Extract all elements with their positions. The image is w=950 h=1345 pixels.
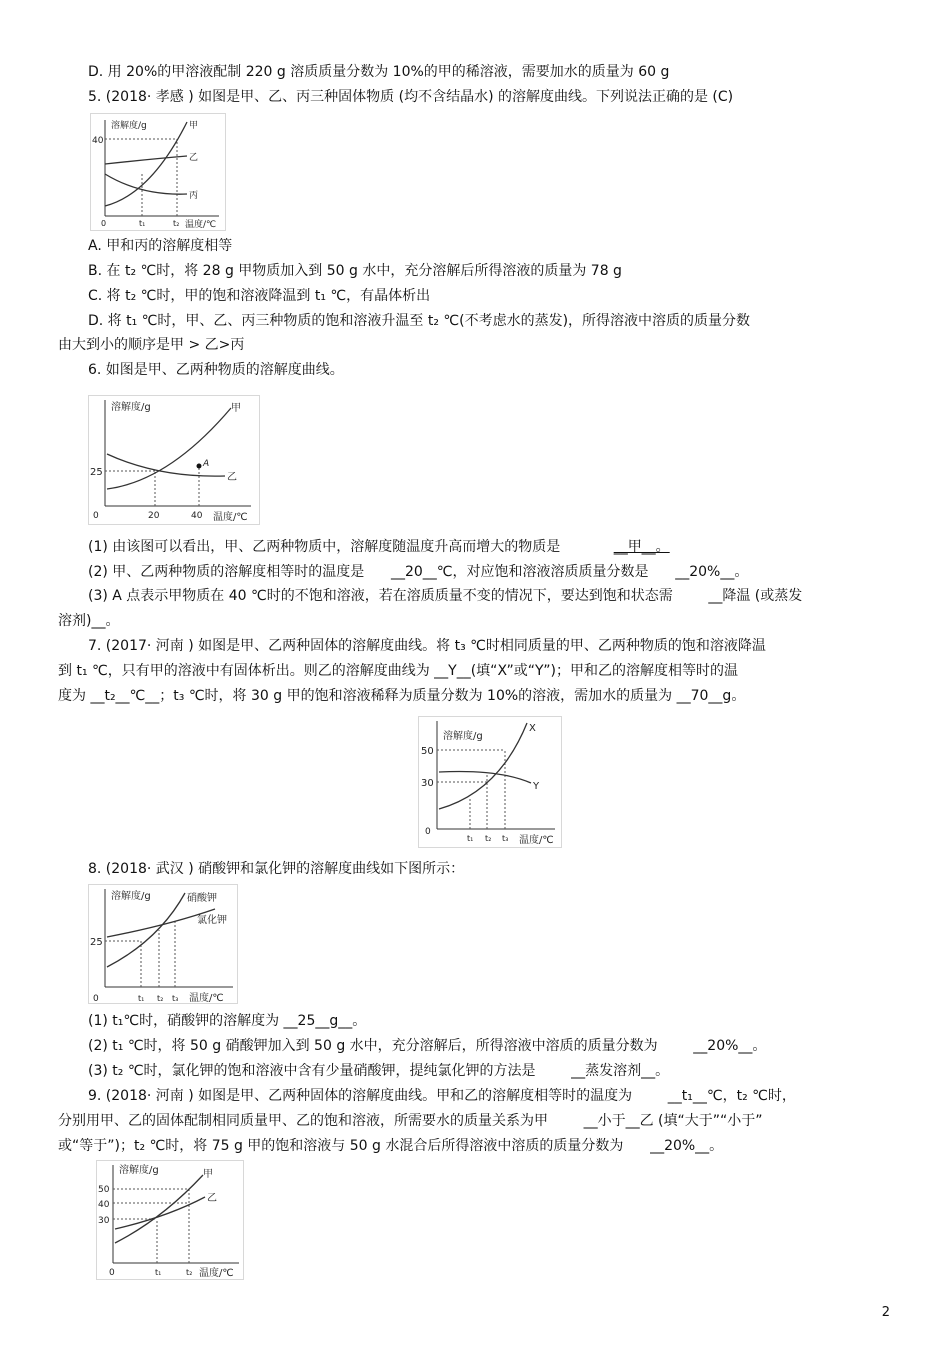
f8-curve-kno3: [107, 893, 185, 967]
f8-t2: t₂: [157, 994, 164, 1003]
f8-t3: t₃: [172, 994, 179, 1003]
f7-t1: t₁: [467, 834, 474, 843]
f7-label-x: X: [529, 723, 536, 734]
f5-curve-jia: [105, 122, 187, 206]
q5-option-c: C. 将 t₂ ℃时，甲的饱和溶液降温到 t₁ ℃，有晶体析出: [88, 288, 431, 304]
f7-xlabel: 温度/℃: [519, 835, 554, 846]
f9-origin: 0: [109, 1268, 115, 1278]
f7-ylabel: 溶解度/g: [443, 731, 483, 742]
q5-option-d: D. 将 t₁ ℃时，甲、乙、丙三种物质的饱和溶液升温至 t₂ ℃(不考虑水的蒸发)，所得溶液中溶质的质量分数: [88, 313, 751, 329]
answer-q9-1: __t₁__℃，t₂ ℃时，: [667, 1088, 796, 1104]
f7-y50: 50: [421, 746, 434, 757]
q9-line1: 9. (2018· 河南 ) 如图是甲、乙两种固体的溶解度曲线。甲和乙的溶解度相等时的温度为 __t₁__℃，t₂ ℃时，: [88, 1088, 796, 1104]
f5-t1: t₁: [139, 219, 146, 228]
f6-origin: 0: [93, 511, 99, 521]
f5-label-jia: 甲: [189, 121, 199, 131]
f5-curve-bing: [105, 174, 187, 194]
f6-y25: 25: [90, 467, 103, 478]
answer-q8-3: __蒸发溶剂__。: [571, 1063, 670, 1079]
page-number: 2: [881, 1305, 890, 1320]
f8-ylabel: 溶解度/g: [111, 891, 151, 902]
f6-label-jia: 甲: [231, 403, 241, 414]
f5-xlabel: 温度/℃: [185, 220, 217, 230]
q5-option-a: A. 甲和丙的溶解度相等: [88, 238, 233, 254]
q8-part1: (1) t₁℃时，硝酸钾的溶解度为 __25__g__。: [88, 1013, 367, 1029]
q6-part2: (2) 甲、乙两种物质的溶解度相等时的温度是 __20__℃，对应饱和溶液溶质质量分数是 __20%__。: [88, 564, 749, 580]
q7-line2: 到 t₁ ℃，只有甲的溶液中有固体析出。则乙的溶解度曲线为 __Y__(填“X”或“Y”)；甲和乙的溶解度相等时的温: [58, 663, 738, 679]
f9-curve-yi: [115, 1197, 205, 1229]
f9-ylabel: 溶解度/g: [119, 1165, 159, 1176]
q6-stem: 6. 如图是甲、乙两种物质的溶解度曲线。: [88, 362, 344, 378]
f6-x20: 20: [148, 511, 160, 521]
answer-q6-2b: __20%__。: [675, 564, 749, 580]
f6-point-a: [197, 464, 202, 469]
figure-q9: [96, 1160, 244, 1280]
f5-t2: t₂: [173, 219, 180, 228]
f5-curve-yi: [105, 156, 187, 164]
f8-t1: t₁: [138, 994, 145, 1003]
f9-label-jia: 甲: [203, 1169, 213, 1180]
f9-xlabel: 温度/℃: [199, 1268, 234, 1279]
answer-q6-1: __甲__。: [613, 539, 670, 555]
figure-q5: [90, 113, 226, 231]
q7-line1: 7. (2017· 河南 ) 如图是甲、乙两种固体的溶解度曲线。将 t₃ ℃时相同质量的甲、乙两种物质的饱和溶液降温: [88, 638, 766, 654]
f6-curve-jia: [107, 408, 231, 489]
f8-label-kcl: 氯化钾: [197, 915, 227, 926]
answer-q8-2: __20%__。: [693, 1038, 767, 1054]
f8-label-kno3: 硝酸钾: [187, 893, 217, 904]
q9-line2: 分别用甲、乙的固体配制相同质量甲、乙的饱和溶液，所需要水的质量关系为甲 __小于__乙 (填“大于”“小于”: [58, 1113, 763, 1129]
f9-y30: 30: [98, 1216, 110, 1226]
f8-origin: 0: [93, 994, 99, 1003]
f9-y40: 40: [98, 1200, 110, 1210]
answer-q6-2: __20__℃，对应饱和溶液溶质质量分数是: [390, 564, 649, 580]
f7-label-y: Y: [533, 781, 540, 792]
q5-stem: 5. (2018· 孝感 ) 如图是甲、乙、丙三种固体物质 (均不含结晶水) 的溶解度曲线。下列说法正确的是 (C): [88, 89, 734, 105]
f6-label-yi: 乙: [227, 472, 237, 483]
f5-ylabel: 溶解度/g: [111, 121, 147, 131]
q6-part3-cont: 溶剂)__。: [58, 613, 120, 629]
f9-label-yi: 乙: [207, 1193, 217, 1204]
f9-t1: t₁: [155, 1268, 162, 1277]
f7-t2: t₂: [485, 834, 492, 843]
f7-y30: 30: [421, 778, 434, 789]
answer-q9-2: __小于__乙 (填“大于”“小于”: [583, 1113, 763, 1129]
f8-xlabel: 温度/℃: [189, 993, 224, 1003]
f9-y50: 50: [98, 1185, 110, 1195]
f6-label-a: A: [203, 459, 210, 469]
f8-y25: 25: [90, 937, 103, 948]
f9-t2: t₂: [186, 1268, 193, 1277]
f7-curve-y: [439, 771, 531, 783]
f9-curve-jia: [115, 1175, 203, 1243]
f6-x40: 40: [191, 511, 203, 521]
q4-option-d: D. 用 20%的甲溶液配制 220 g 溶质质量分数为 10%的甲的稀溶液，需要加水的质量为 60 g: [88, 64, 670, 80]
q8-part3: (3) t₂ ℃时，氯化钾的饱和溶液中含有少量硝酸钾，提纯氯化钾的方法是 __蒸发溶剂__。: [88, 1063, 670, 1079]
f5-label-bing: 丙: [189, 191, 199, 201]
answer-q9-3: __20%__。: [650, 1138, 724, 1154]
q9-line3: 或“等于”)；t₂ ℃时，将 75 g 甲的饱和溶液与 50 g 水混合后所得溶液中溶质的质量分数为 __20%__。: [58, 1138, 724, 1154]
f7-t3: t₃: [502, 834, 509, 843]
q7-line3: 度为 __t₂__℃__；t₃ ℃时，将 30 g 甲的饱和溶液稀释为质量分数为 10%的溶液，需加水的质量为 __70__g。: [58, 688, 746, 704]
f7-origin: 0: [425, 827, 431, 837]
q6-part1: (1) 由该图可以看出，甲、乙两种物质中，溶解度随温度升高而增大的物质是 __甲__。: [88, 539, 670, 555]
q5-option-b: B. 在 t₂ ℃时，将 28 g 甲物质加入到 50 g 水中，充分溶解后所得溶液的质量为 78 g: [88, 263, 622, 279]
figure-q6: [88, 395, 260, 525]
q8-part2: (2) t₁ ℃时，将 50 g 硝酸钾加入到 50 g 水中，充分溶解后，所得溶液中溶质的质量分数为 __20%__。: [88, 1038, 767, 1054]
figure-q8: [88, 884, 238, 1004]
figure-q7: [418, 716, 562, 848]
q8-stem: 8. (2018· 武汉 ) 硝酸钾和氯化钾的溶解度曲线如下图所示：: [88, 861, 465, 877]
f5-y40: 40: [92, 136, 104, 146]
f5-origin: 0: [101, 219, 107, 228]
f6-xlabel: 温度/℃: [213, 512, 248, 523]
answer-q6-3: __降温 (或蒸发: [708, 588, 803, 604]
q6-part3: (3) A 点表示甲物质在 40 ℃时的不饱和溶液，若在溶质质量不变的情况下，要达到饱和状态需 __降温 (或蒸发: [88, 588, 803, 604]
f5-label-yi: 乙: [189, 153, 199, 163]
f6-ylabel: 溶解度/g: [111, 402, 151, 413]
q5-option-d-cont: 由大到小的顺序是甲 > 乙>丙: [58, 337, 245, 353]
